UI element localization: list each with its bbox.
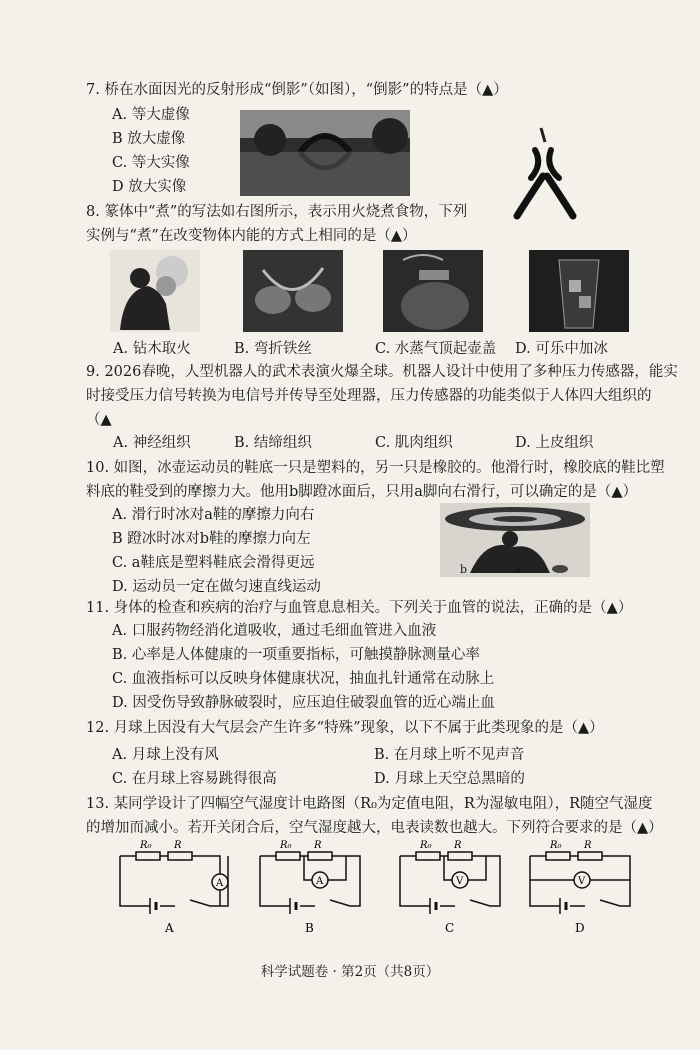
circuit-c-label: C (445, 921, 455, 935)
question-13 (86, 792, 666, 840)
question-9 (86, 360, 678, 432)
drilling-wood-fire-photo (110, 250, 200, 332)
question-7-stem: 7. 桥在水面因光的反射形成“倒影”（如图），“倒影”的特点是（▲） (86, 82, 508, 98)
q7-option-a: A. 等大虚像 (112, 107, 190, 123)
question-8 (86, 200, 666, 248)
q12-option-b: B. 在月球上听不见声音 (374, 747, 525, 763)
question-13-stem-line-1: 13. 某同学设计了四幅空气湿度计电路图（R₀为定值电阻，R为湿敏电阻），R随空气湿度 (86, 796, 653, 812)
question-7 (86, 78, 666, 102)
circuit-b (260, 840, 360, 935)
circuit-a-label: A (165, 921, 174, 935)
circuit-d-r0: R₀ (550, 840, 562, 851)
circuit-b-r: R (314, 840, 322, 851)
q9-option-a: A. 神经组织 (113, 435, 191, 451)
q7-option-c: C. 等大实像 (112, 155, 190, 171)
cola-ice-photo (529, 250, 629, 332)
q12-option-c: C. 在月球上容易跳得很高 (112, 771, 277, 787)
circuit-b-meter: A (316, 876, 324, 887)
circuit-d-r: R (584, 840, 592, 851)
question-9-stem-line-3: （▲ (86, 412, 112, 428)
circuit-d-label: D (575, 921, 585, 935)
q7-option-d: D 放大实像 (112, 179, 187, 195)
q12-option-a: A. 月球上没有风 (112, 747, 219, 763)
question-8-stem-line-1: 8. 篆体中“煮”的写法如右图所示，表示用火烧煮食物，下列 (86, 204, 468, 220)
q10-option-d: D. 运动员一定在做匀速直线运动 (112, 579, 321, 595)
question-10 (86, 456, 666, 504)
circuit-b-label: B (305, 921, 314, 935)
curling-label-a: a (514, 563, 521, 576)
q8-option-b: B. 弯折铁丝 (234, 341, 312, 357)
question-10-stem-line-2: 料底的鞋受到的摩擦力大。他用b脚蹬冰面后，只用a脚向右滑行，可以确定的是（▲） (86, 484, 638, 500)
question-10-stem-line-1: 10. 如图，冰壶运动员的鞋底一只是塑料的，另一只是橡胶的。他滑行时，橡胶底的鞋比塑 (86, 460, 665, 476)
question-9-stem-line-1: 9. 2026春晚，人型机器人的武术表演火爆全球。机器人设计中使用了多种压力传感器，能实 (86, 364, 678, 380)
question-12-stem: 12. 月球上因没有大气层会产生许多“特殊”现象，以下不属于此类现象的是（▲） (86, 720, 604, 736)
circuit-d (530, 840, 630, 935)
q8-option-a: A. 钻木取火 (113, 341, 191, 357)
question-11 (86, 596, 666, 620)
curling-athlete-photo (440, 503, 590, 577)
question-9-stem-line-2: 时接受压力信号转换为电信号并传导至处理器，压力传感器的功能类似于人体四大组织的 (86, 388, 652, 404)
q11-option-b: B. 心率是人体健康的一项重要指标，可触摸静脉测量心率 (112, 647, 480, 663)
circuit-a-meter: A (216, 878, 224, 889)
q11-option-a: A. 口服药物经消化道吸收，通过毛细血管进入血液 (112, 623, 437, 639)
q10-option-c: C. a鞋底是塑料鞋底会滑得更远 (112, 555, 315, 571)
circuit-a-r: R (174, 840, 182, 851)
circuit-d-meter: V (578, 876, 586, 887)
circuit-a-r0: R₀ (140, 840, 152, 851)
steam-kettle-photo (383, 250, 483, 332)
circuit-c-meter: V (456, 876, 464, 887)
q8-option-d: D. 可乐中加冰 (515, 341, 608, 357)
q12-option-d: D. 月球上天空总黑暗的 (374, 771, 525, 787)
page-footer: 科学试题卷 · 第2页（共8页） (260, 964, 440, 980)
circuit-c-r0: R₀ (420, 840, 432, 851)
q9-option-b: B. 结缔组织 (234, 435, 312, 451)
question-11-stem: 11. 身体的检查和疾病的治疗与血管息息相关。下列关于血管的说法，正确的是（▲） (86, 600, 633, 616)
curling-label-b: b (460, 563, 468, 576)
q10-option-b: B 蹬冰时冰对b鞋的摩擦力向左 (112, 531, 311, 547)
q9-option-c: C. 肌肉组织 (375, 435, 453, 451)
question-13-stem-line-2: 的增加而减小。若开关闭合后，空气湿度越大，电表读数也越大。下列符合要求的是（▲） (86, 820, 663, 836)
q11-option-d: D. 因受伤导致静脉破裂时，应压迫住破裂血管的近心端止血 (112, 695, 495, 711)
circuit-c (400, 840, 500, 935)
q8-option-c: C. 水蒸气顶起壶盖 (375, 341, 497, 357)
bridge-reflection-photo (240, 110, 410, 196)
q7-option-b: B 放大虚像 (112, 131, 186, 147)
question-12 (86, 716, 666, 740)
bending-wire-photo (243, 250, 343, 332)
circuit-c-r: R (454, 840, 462, 851)
q10-option-a: A. 滑行时冰对a鞋的摩擦力向右 (112, 507, 315, 523)
circuit-diagrams (110, 840, 650, 940)
circuit-a (120, 840, 228, 935)
q11-option-c: C. 血液指标可以反映身体健康状况，抽血扎针通常在动脉上 (112, 671, 495, 687)
question-8-stem-line-2: 实例与“煮”在改变物体内能的方式上相同的是（▲） (86, 228, 417, 244)
circuit-b-r0: R₀ (280, 840, 292, 851)
q9-option-d: D. 上皮组织 (515, 435, 594, 451)
